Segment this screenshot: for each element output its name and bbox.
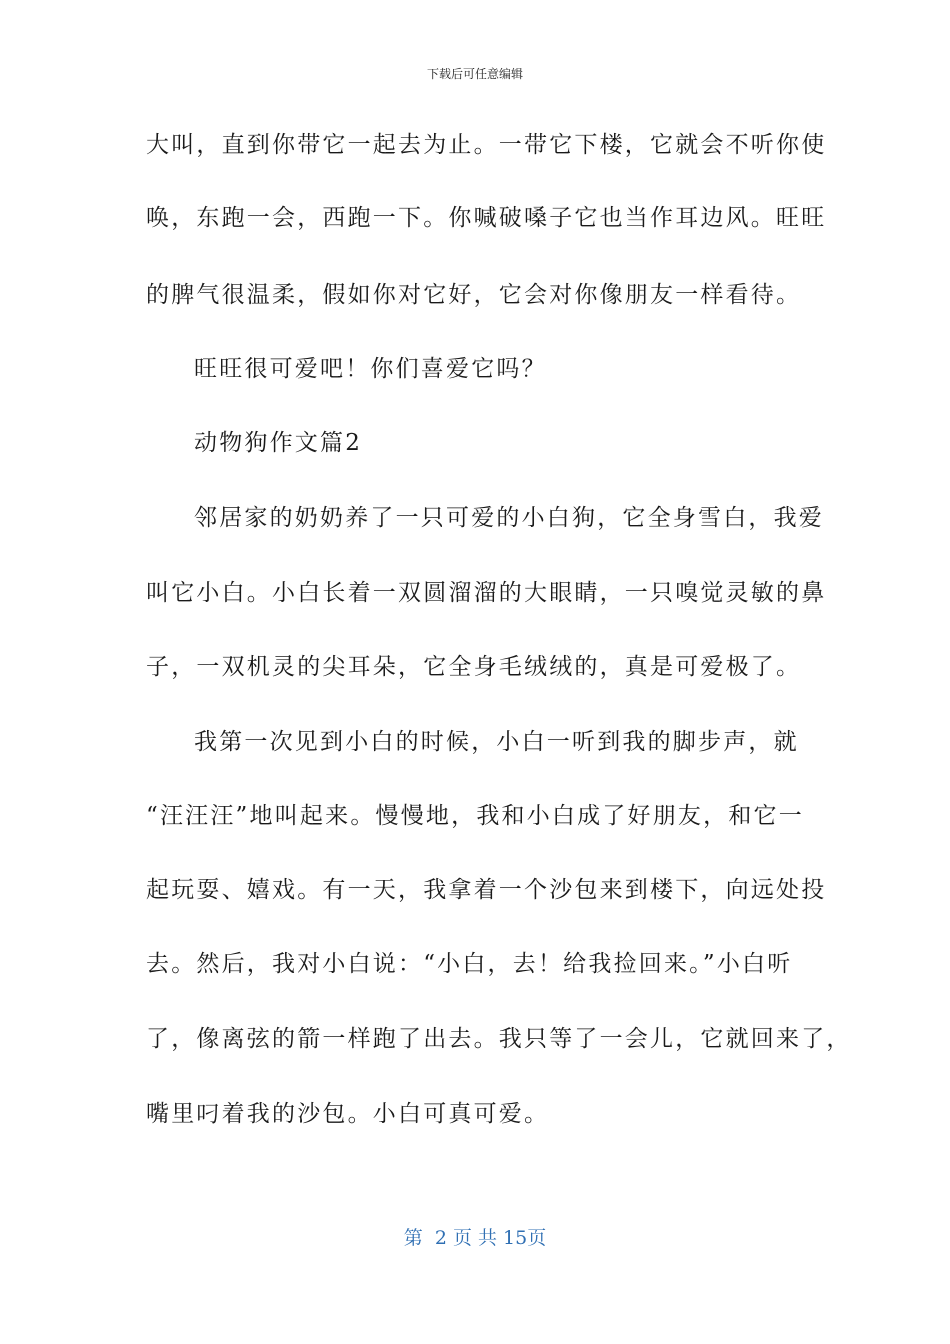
paragraph-line: 嘴里叼着我的沙包。小白可真可爱。 — [146, 1101, 550, 1127]
paragraph-line: 的脾气很温柔，假如你对它好，它会对你像朋友一样看待。 — [146, 282, 802, 308]
paragraph-line: 邻居家的奶奶养了一只可爱的小白狗，它全身雪白，我爱 — [194, 505, 824, 531]
page-header: 下载后可任意编辑 — [426, 67, 523, 81]
paragraph-line: 我第一次见到小白的时候，小白一听到我的脚步声，就 — [194, 729, 799, 755]
page-number: 第 2 页 共 15页 — [403, 1227, 547, 1249]
paragraph-line: 旺旺很可爱吧！你们喜爱它吗？ — [194, 356, 547, 382]
paragraph-line: 唤，东跑一会，西跑一下。你喊破嗓子它也当作耳边风。旺旺 — [146, 205, 827, 231]
paragraph-line: “汪汪汪”地叫起来。慢慢地，我和小白成了好朋友，和它一 — [146, 803, 804, 829]
paragraph-line: 了，像离弦的箭一样跑了出去。我只等了一会儿，它就回来了， — [146, 1026, 852, 1052]
paragraph-line: 大叫，直到你带它一起去为止。一带它下楼，它就会不听你使 — [146, 132, 827, 158]
section-heading: 动物狗作文篇2 — [194, 430, 363, 456]
paragraph-line: 起玩耍、嬉戏。有一天，我拿着一个沙包来到楼下，向远处投 — [146, 877, 827, 903]
paragraph-line: 子，一双机灵的尖耳朵，它全身毛绒绒的，真是可爱极了。 — [146, 654, 802, 680]
paragraph-line: 去。然后，我对小白说：“小白，去！给我捡回来。”小白听 — [146, 951, 793, 977]
paragraph-line: 叫它小白。小白长着一双圆溜溜的大眼睛，一只嗅觉灵敏的鼻 — [146, 580, 827, 606]
